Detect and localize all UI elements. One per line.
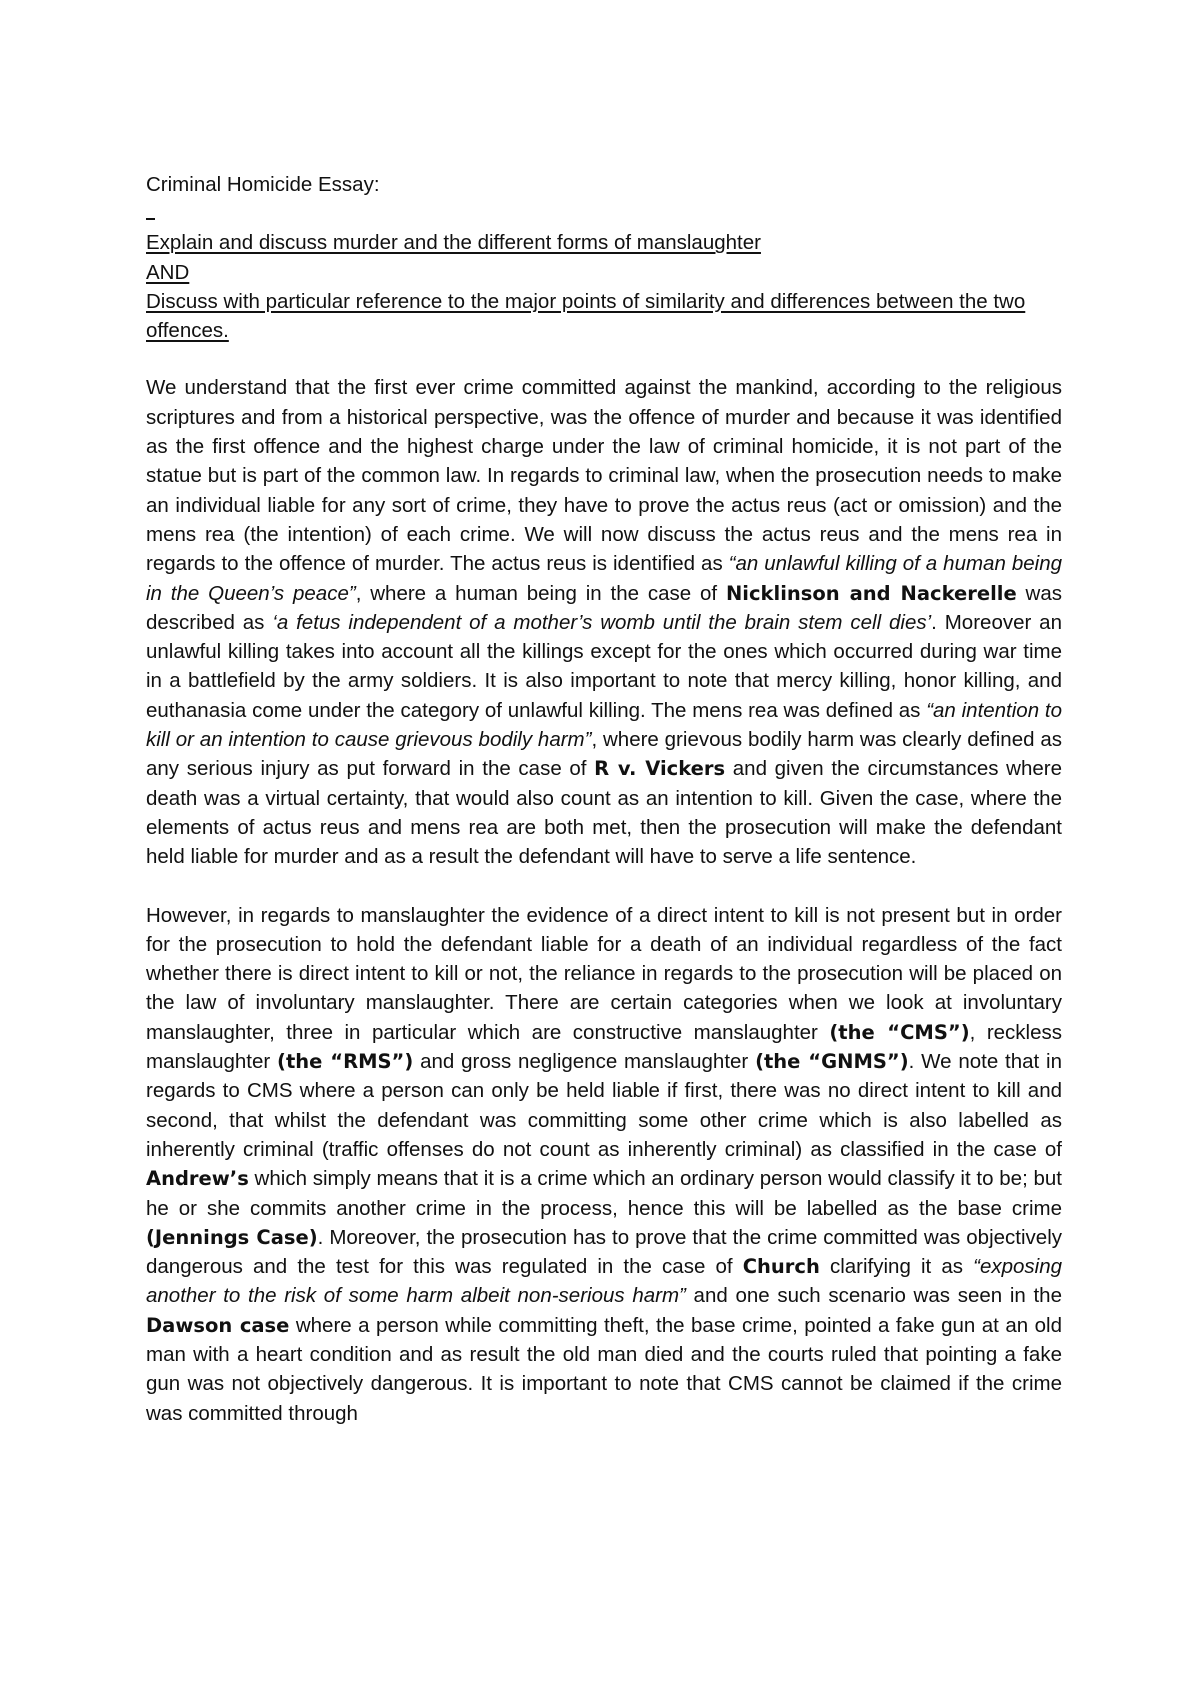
text-run: We understand that the first ever crime committed against the mankind, according to the religious scriptures and from a historical perspective, was the offence of murder and because it was identified as the first offence and the highest charge under the law of criminal homicide, it is not part of the statue but is part of the common law. In regards to criminal law, when the prosecution needs to make an individual liable for any sort of crime, they have to prove the actus reus (act or omission) and the mens rea (the intention) of each crime. We will now discuss the actus reus and the mens rea in regards to the offence of murder. The actus reus is identified as <box>146 376 1062 576</box>
text-run: . Moreover, the prosecution has to prove that the crime committed was objectively dangerous and the test for this was regulated in the case of <box>146 1225 1062 1279</box>
document-page <box>146 170 1062 1428</box>
abbr-cms: (the “CMS”) <box>829 1020 970 1044</box>
case-andrews: Andrew’s <box>146 1167 249 1191</box>
document-title: Criminal Homicide Essay: <box>146 173 380 196</box>
text-run: and given the circumstances where death was a virtual certainty, that would also count as an intention to kill. Given the case, where the elements of actus reus and mens rea are both met, then the prosecution will make the defendant held liable for murder and as a result the defendant will have to serve a life sentence. <box>146 757 1062 869</box>
quote-mens-rea: “an intention to kill or an intention to cause grievous bodily harm” <box>146 698 1062 752</box>
text-run: and one such scenario was seen in the <box>685 1284 1062 1308</box>
text-run: . We note that in regards to CMS where a person can only be held liable if first, there was no direct intent to kill and second, that whilst the defendant was committing some other crime which is also labelled as inherently criminal (traffic offenses do not count as inherently criminal) as classified in the case of <box>146 1050 1063 1161</box>
text-run: was described as <box>146 581 1062 634</box>
text-run: , where a human being in the case of <box>355 581 726 605</box>
abbr-rms: (the “RMS”) <box>277 1050 414 1074</box>
quote-actus-reus: “an unlawful killing of a human being in the Queen’s peace” <box>146 552 1062 605</box>
case-dawson: Dawson case <box>146 1313 290 1337</box>
paragraph-manslaughter <box>146 901 1062 1428</box>
text-run: However, in regards to manslaughter the evidence of a direct intent to kill is not present but in order for the prosecution to hold the defendant liable for a death of an individual regardless of the fact whether there is direct intent to kill or not, the reliance in regards to the prosecution will be placed on the law of involuntary manslaughter. There are certain categories when we look at involuntary manslaughter, three in particular which are constructive manslaughter <box>146 903 1062 1044</box>
text-run: where a person while committing theft, the base crime, pointed a fake gun at an old man with a heart condition and as result the old man died and the courts ruled that pointing a fake gun was not objectively dangerous. It is important to note that CMS cannot be claimed if the crime was committed through <box>146 1313 1062 1425</box>
case-vickers: R v. Vickers <box>594 757 726 781</box>
text-run: . Moreover an unlawful killing takes into account all the killings except for the ones which occurred during war time in a battlefield by the army soldiers. It is also important to note that mercy killing, honor killing, and euthanasia come under the category of unlawful killing. The mens rea was defined as <box>146 610 1062 722</box>
case-nicklinson: Nicklinson and Nackerelle <box>725 581 1017 605</box>
quote-church-test: “exposing another to the risk of some harm albeit non-serious harm” <box>146 1255 1063 1308</box>
text-run: clarifying it as <box>819 1255 974 1279</box>
question-line-1: Explain and discuss murder and the different forms of manslaughter <box>146 231 761 255</box>
question-line-3: Discuss with particular reference to the major points of similarity and differences between the two offences. <box>146 289 1026 343</box>
case-jennings: (Jennings Case) <box>146 1225 318 1249</box>
text-run: which simply means that it is a crime which an ordinary person would classify it to be; but he or she commits another crime in the process, hence this will be labelled as the base crime <box>146 1167 1062 1220</box>
essay-question <box>146 228 1062 345</box>
question-line-2: AND <box>146 260 190 284</box>
abbr-gnms: (the “GNMS”) <box>755 1050 909 1074</box>
text-run: and gross negligence manslaughter <box>413 1050 756 1074</box>
case-church: Church <box>742 1255 820 1279</box>
dash-mark <box>146 218 155 220</box>
quote-human-being: ‘a fetus independent of a mother’s womb until the brain stem cell dies’ <box>272 610 932 634</box>
text-run: , reckless manslaughter <box>146 1020 1063 1074</box>
text-run: , where grievous bodily harm was clearly defined as any serious injury as put forward in the case of <box>146 728 1062 781</box>
paragraph-murder <box>146 373 1062 871</box>
